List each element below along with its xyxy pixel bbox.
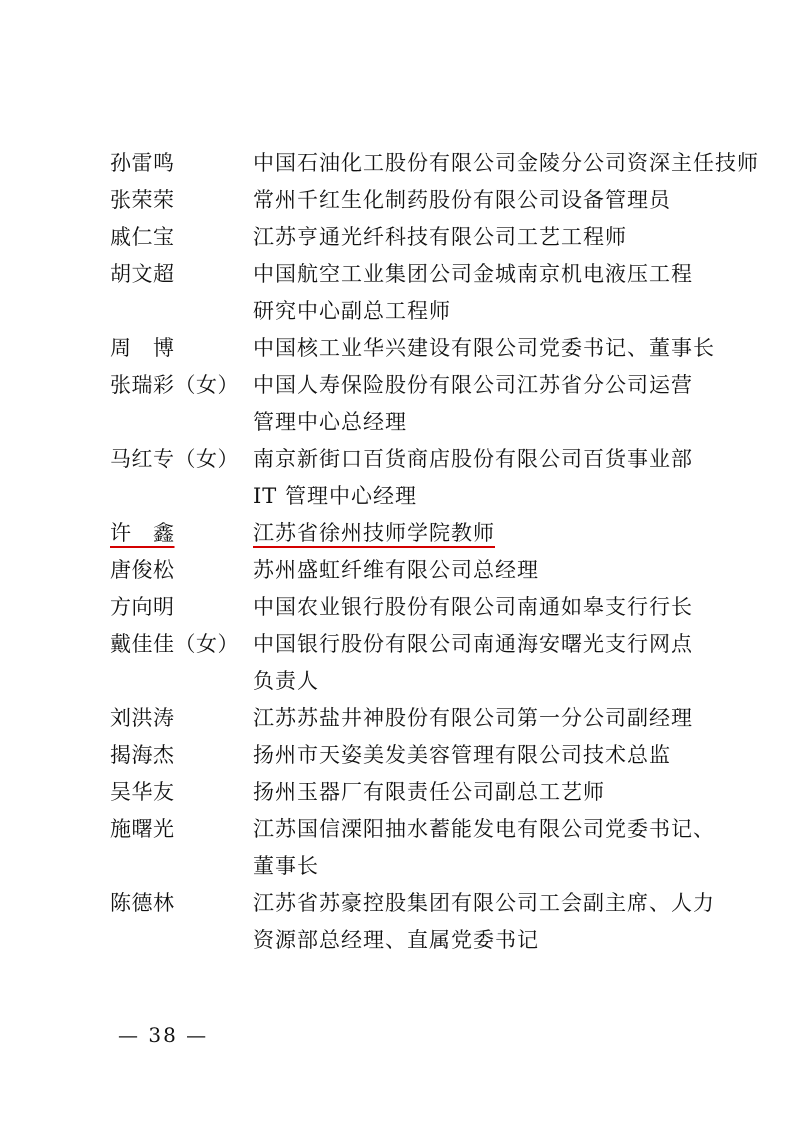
organization-title (253, 182, 710, 219)
organization-line: 江苏国信溧阳抽水蓄能发电有限公司党委书记、 (253, 817, 715, 841)
person-name: 唐俊松 (110, 558, 175, 582)
list-item (110, 367, 710, 441)
person-name: 张荣荣 (110, 188, 175, 212)
organization-title (253, 700, 710, 737)
organization-line (253, 515, 710, 552)
organization-title (253, 589, 710, 626)
organization-line: 苏州盛虹纤维有限公司总经理 (253, 558, 539, 582)
person-name: 马红专（女） (110, 447, 239, 471)
organization-title (253, 811, 715, 885)
organization-title (253, 219, 710, 256)
list-item (110, 885, 715, 959)
person-name: 张瑞彩（女） (110, 373, 239, 397)
organization-line: 资源部总经理、直属党委书记 (253, 928, 539, 952)
organization-line: 中国人寿保险股份有限公司江苏省分公司运营 (253, 373, 693, 397)
list-item (110, 441, 710, 515)
list-item (110, 552, 710, 589)
organization-line: 研究中心副总工程师 (253, 299, 451, 323)
list-item (110, 182, 710, 219)
organization-line: 中国农业银行股份有限公司南通如皋支行行长 (253, 595, 693, 619)
organization-line: 中国银行股份有限公司南通海安曙光支行网点 (253, 632, 693, 656)
organization-line: 中国核工业华兴建设有限公司党委书记、董事长 (253, 336, 715, 360)
organization-line: 扬州市天姿美发美容管理有限公司技术总监 (253, 743, 671, 767)
organization-line: 常州千红生化制药股份有限公司设备管理员 (253, 188, 671, 212)
organization-line: 扬州玉器厂有限责任公司副总工艺师 (253, 780, 605, 804)
list-item (110, 700, 710, 737)
underlined-text: 江苏省徐州技师学院教师 (253, 521, 495, 545)
list-item (110, 145, 759, 182)
person-name: 周 博 (110, 336, 175, 360)
organization-title (253, 774, 710, 811)
organization-line: 江苏省苏豪控股集团有限公司工会副主席、人力 (253, 891, 715, 915)
page-number: — 38 — (118, 1023, 209, 1047)
organization-line: 管理中心总经理 (253, 410, 407, 434)
organization-line: 中国石油化工股份有限公司金陵分公司资深主任技师 (253, 151, 759, 175)
person-name: 施曙光 (110, 817, 175, 841)
list-item (110, 774, 710, 811)
organization-title (253, 441, 710, 515)
person-name: 胡文超 (110, 262, 175, 286)
organization-title (253, 256, 710, 330)
organization-line: 负责人 (253, 669, 319, 693)
organization-title (253, 367, 710, 441)
organization-title (253, 515, 710, 552)
person-name: 戚仁宝 (110, 225, 175, 249)
person-name: 戴佳佳（女） (110, 632, 239, 656)
organization-title (253, 885, 715, 959)
organization-title (253, 145, 759, 182)
person-name: 揭海杰 (110, 743, 175, 767)
organization-title (253, 330, 715, 367)
honoree-list (110, 145, 759, 959)
list-item (110, 219, 710, 256)
organization-line: 董事长 (253, 854, 319, 878)
list-item (110, 515, 710, 552)
list-item (110, 737, 710, 774)
organization-line: 江苏苏盐井神股份有限公司第一分公司副经理 (253, 706, 693, 730)
organization-line: 南京新街口百货商店股份有限公司百货事业部 (253, 447, 693, 471)
person-name: 许 鑫 (110, 521, 175, 545)
organization-line: IT 管理中心经理 (253, 484, 417, 508)
list-item (110, 811, 715, 885)
organization-title (253, 552, 710, 589)
list-item (110, 626, 710, 700)
list-item (110, 256, 710, 330)
organization-line: 中国航空工业集团公司金城南京机电液压工程 (253, 262, 693, 286)
organization-title (253, 626, 710, 700)
organization-title (253, 737, 710, 774)
person-name: 刘洪涛 (110, 706, 175, 730)
organization-line: 江苏亨通光纤科技有限公司工艺工程师 (253, 225, 627, 249)
list-item (110, 589, 710, 626)
person-name: 陈德林 (110, 891, 175, 915)
person-name: 孙雷鸣 (110, 151, 175, 175)
list-item (110, 330, 715, 367)
person-name: 方向明 (110, 595, 175, 619)
person-name: 吴华友 (110, 780, 175, 804)
